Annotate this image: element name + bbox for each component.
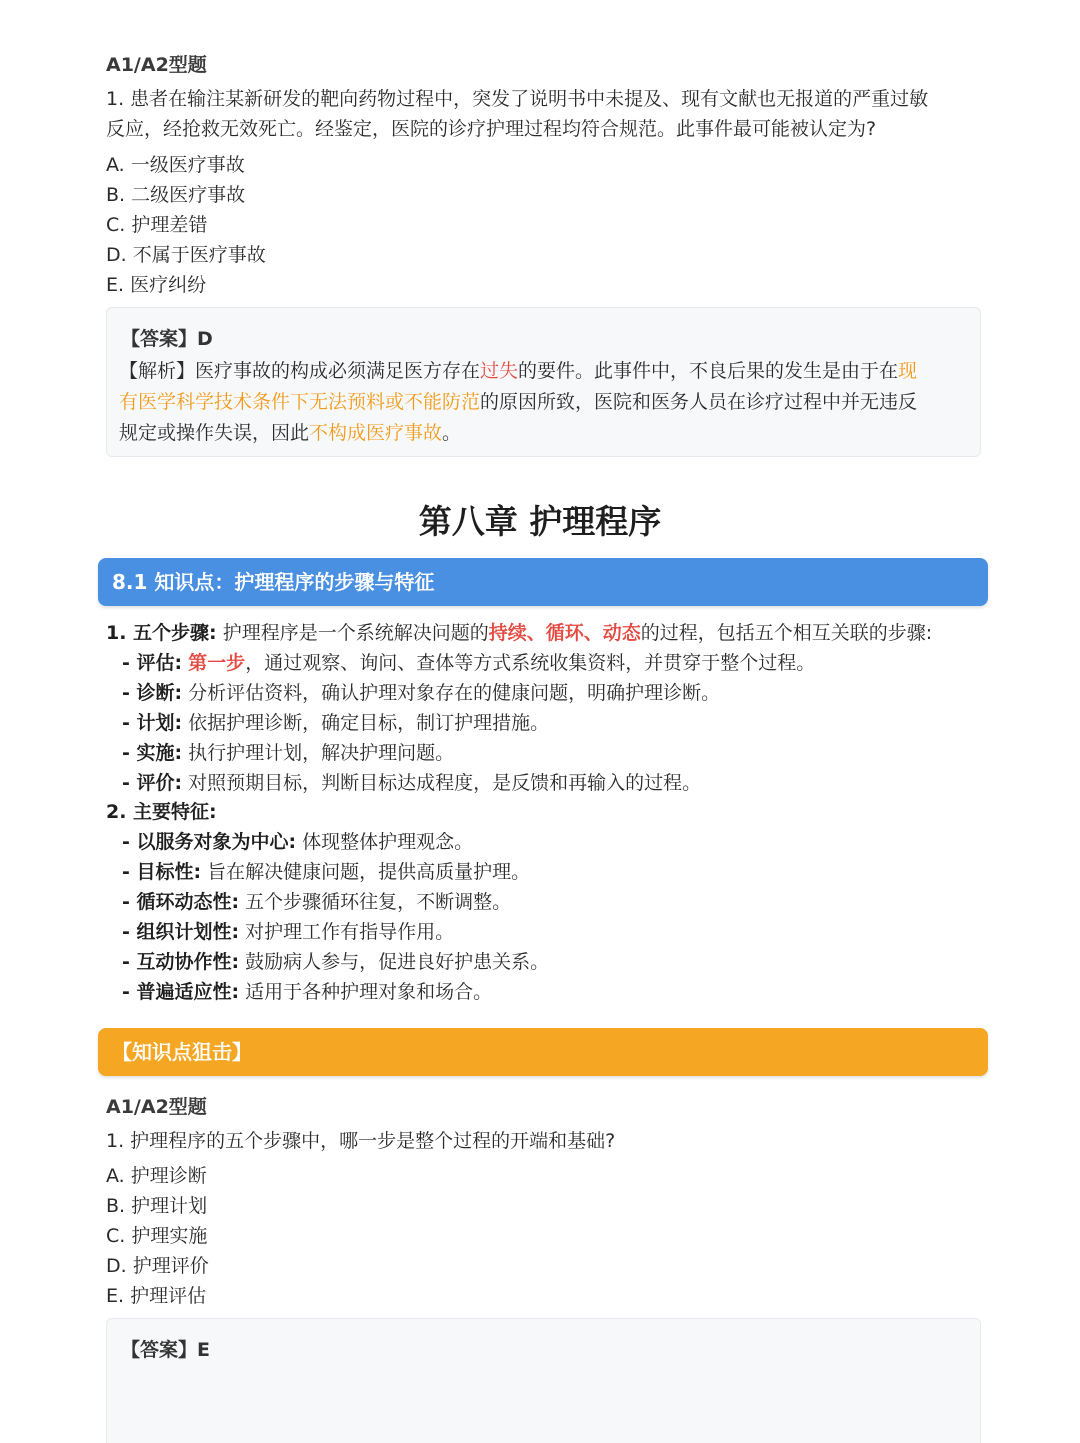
- highlight-condition-start: 现: [898, 360, 918, 382]
- practice-question-stem: 1. 护理程序的五个步骤中，哪一步是整个过程的开端和基础?: [106, 1130, 616, 1152]
- practice-option-e: E. 护理评估: [106, 1285, 207, 1307]
- feature-text: 对护理工作有指导作用。: [239, 921, 455, 943]
- explanation-line2: [119, 387, 917, 418]
- practice-option-b: B. 护理计划: [106, 1195, 208, 1217]
- step-text: 分析评估资料，确认护理对象存在的健康问题，明确护理诊断。: [182, 682, 721, 704]
- feature-cyclic-dynamic: - 循环动态性: 五个步骤循环往复，不断调整。: [122, 891, 512, 913]
- answer-label: 【答案】D: [121, 328, 213, 350]
- practice-header-bar: [98, 1028, 988, 1076]
- feature-text: 五个步骤循环往复，不断调整。: [239, 891, 512, 913]
- step-label: 诊断:: [136, 682, 183, 704]
- feature-label: 互动协作性:: [136, 951, 240, 973]
- item1-label: 1. 五个步骤:: [106, 622, 217, 644]
- step-implementation: - 实施: 执行护理计划，解决护理问题。: [122, 742, 455, 764]
- highlight-fault: 过失: [480, 360, 519, 382]
- option-a: A. 一级医疗事故: [106, 154, 245, 176]
- chapter-title: 第八章 护理程序: [418, 502, 662, 541]
- feature-label: 目标性:: [136, 861, 202, 883]
- practice-answer-label: 【答案】E: [121, 1339, 210, 1361]
- step-planning: - 计划: 依据护理诊断，确定目标，制订护理措施。: [122, 712, 550, 734]
- feature-label: 循环动态性:: [136, 891, 240, 913]
- section-header-bar: [98, 558, 988, 606]
- highlight-conclusion: 不构成医疗事故: [309, 422, 443, 444]
- feature-text: 鼓励病人参与，促进良好护患关系。: [239, 951, 550, 973]
- practice-title: 【知识点狙击】: [112, 1040, 252, 1064]
- section-title: 8.1 知识点：护理程序的步骤与特征: [112, 570, 435, 594]
- practice-option-a: A. 护理诊断: [106, 1165, 207, 1187]
- question-type-heading: A1/A2型题: [106, 54, 207, 76]
- feature-text: 旨在解决健康问题，提供高质量护理。: [201, 861, 531, 883]
- option-c: C. 护理差错: [106, 214, 208, 236]
- item1-text: 的过程，包括五个相互关联的步骤:: [640, 622, 933, 644]
- practice-option-c: C. 护理实施: [106, 1225, 208, 1247]
- feature-organized: - 组织计划性: 对护理工作有指导作用。: [122, 921, 455, 943]
- step-label: 计划:: [136, 712, 183, 734]
- practice-answer-box: [106, 1318, 981, 1443]
- feature-label: 普遍适应性:: [136, 981, 240, 1003]
- section-item1: [106, 618, 932, 648]
- explanation-text: 。: [442, 422, 462, 444]
- section-item2-label: 2. 主要特征:: [106, 801, 217, 823]
- highlight-condition: 有医学科学技术条件下无法预料或不能防范: [119, 391, 481, 413]
- item1-text: 护理程序是一个系统解决问题的: [216, 622, 489, 644]
- step-text: 执行护理计划，解决护理问题。: [182, 742, 455, 764]
- explanation-line1: [119, 356, 917, 387]
- feature-text: 适用于各种护理对象和场合。: [239, 981, 493, 1003]
- practice-option-d: D. 护理评价: [106, 1255, 209, 1277]
- step-text: 依据护理诊断，确定目标，制订护理措施。: [182, 712, 550, 734]
- option-b: B. 二级医疗事故: [106, 184, 246, 206]
- explanation-text: 【解析】医疗事故的构成必须满足医方存在: [119, 360, 481, 382]
- feature-universal: - 普遍适应性: 适用于各种护理对象和场合。: [122, 981, 493, 1003]
- step-text: 对照预期目标，判断目标达成程度，是反馈和再输入的过程。: [182, 772, 702, 794]
- step-evaluation: - 评价: 对照预期目标，判断目标达成程度，是反馈和再输入的过程。: [122, 772, 702, 794]
- step-label: 实施:: [136, 742, 183, 764]
- option-d: D. 不属于医疗事故: [106, 244, 266, 266]
- question-stem-line1: 1. 患者在输注某新研发的靶向药物过程中，突发了说明书中未提及、现有文献也无报道的严重过敏: [106, 88, 929, 110]
- question-stem-line2: 反应，经抢救无效死亡。经鉴定，医院的诊疗护理过程均符合规范。此事件最可能被认定为?: [106, 118, 877, 140]
- step-text: ，通过观察、询问、查体等方式系统收集资料，并贯穿于整个过程。: [245, 652, 816, 674]
- item1-highlight: 持续、循环、动态: [488, 622, 641, 644]
- step-label: 评估:: [136, 652, 183, 674]
- option-e: E. 医疗纠纷: [106, 274, 207, 296]
- explanation-text: 的原因所致，医院和医务人员在诊疗过程中并无违反: [480, 391, 918, 413]
- feature-label: 以服务对象为中心:: [136, 831, 297, 853]
- explanation-text: 的要件。此事件中，不良后果的发生是由于在: [518, 360, 899, 382]
- feature-goal-oriented: - 目标性: 旨在解决健康问题，提供高质量护理。: [122, 861, 531, 883]
- practice-question-type: A1/A2型题: [106, 1096, 207, 1118]
- step-highlight: 第一步: [188, 652, 246, 674]
- step-assessment: - 评估: 第一步，通过观察、询问、查体等方式系统收集资料，并贯穿于整个过程。: [122, 652, 816, 674]
- feature-label: 组织计划性:: [136, 921, 240, 943]
- feature-client-centered: - 以服务对象为中心: 体现整体护理观念。: [122, 831, 474, 853]
- step-label: 评价:: [136, 772, 183, 794]
- explanation-line3: [119, 418, 461, 449]
- explanation-text: 规定或操作失误，因此: [119, 422, 310, 444]
- step-diagnosis: - 诊断: 分析评估资料，确认护理对象存在的健康问题，明确护理诊断。: [122, 682, 721, 704]
- feature-text: 体现整体护理观念。: [296, 831, 474, 853]
- feature-interactive: - 互动协作性: 鼓励病人参与，促进良好护患关系。: [122, 951, 550, 973]
- answer-explanation-box: [106, 307, 981, 457]
